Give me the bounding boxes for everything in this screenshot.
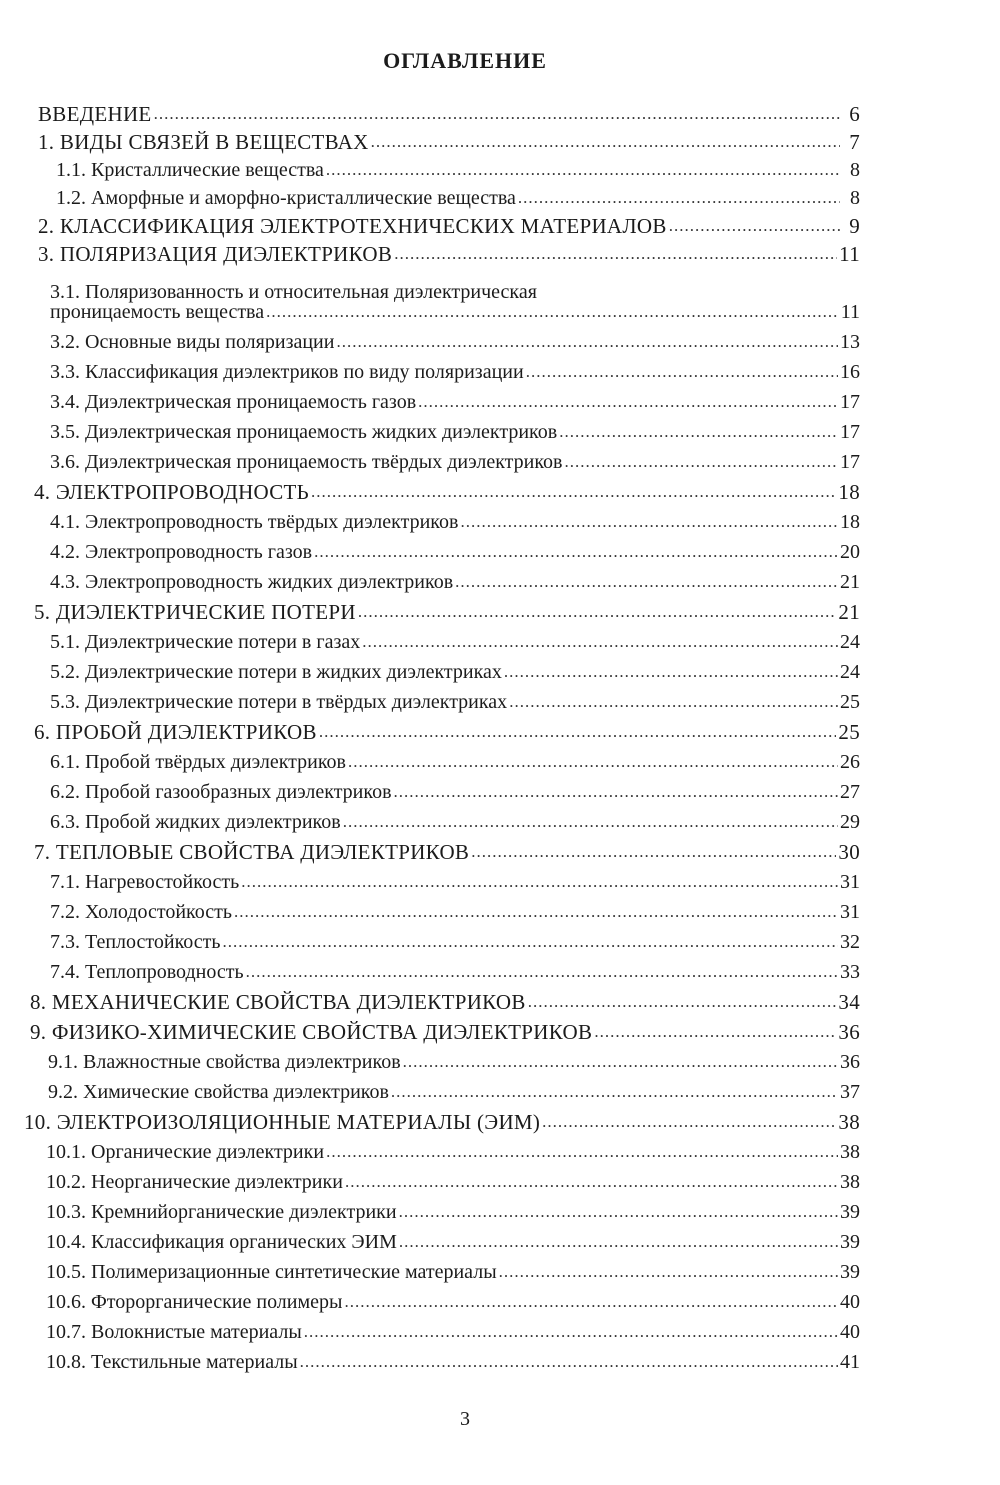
toc-entry-label: 4.2. Электропроводность газов <box>50 541 313 563</box>
dot-leader <box>314 540 838 564</box>
toc-entry-page: 37 <box>840 1081 860 1103</box>
dot-leader <box>348 750 838 774</box>
page-title: ОГЛАВЛЕНИЕ <box>383 48 547 73</box>
toc-entry-label: 3.6. Диэлектрическая проницаемость твёрдых диэлектриков <box>50 451 563 473</box>
toc-entry[interactable] <box>56 180 860 210</box>
dot-leader <box>362 630 838 654</box>
toc-entry-label: 1.1. Кристаллические вещества <box>56 159 324 181</box>
toc-entry-page: 29 <box>840 811 860 833</box>
dot-leader <box>518 186 840 210</box>
toc-entry-page: 17 <box>840 391 860 413</box>
toc-entry-page: 21 <box>838 600 860 624</box>
toc-entry-label: 3.2. Основные виды поляризации <box>50 331 335 353</box>
toc-entry-label: 6.1. Пробой твёрдых диэлектриков <box>50 751 346 773</box>
toc-entry-label-line1: 3.1. Поляризованность и относительная диэлектрическая <box>50 281 537 303</box>
dot-leader <box>399 1230 838 1254</box>
dot-leader <box>499 1260 838 1284</box>
toc-entry-label: 9.1. Влажностные свойства диэлектриков <box>48 1051 401 1073</box>
toc-entry-page: 30 <box>838 840 860 864</box>
toc-entry-page: 21 <box>840 571 860 593</box>
toc-entry[interactable] <box>46 1194 860 1224</box>
toc-entry-label: 5.3. Диэлектрические потери в твёрдых диэлектриках <box>50 691 508 713</box>
toc-entry-label: 7.1. Нагревостойкость <box>50 871 240 893</box>
dot-leader <box>471 840 836 864</box>
toc-entry-page: 38 <box>840 1171 860 1193</box>
dot-leader <box>391 1080 838 1104</box>
dot-leader <box>241 870 838 894</box>
toc-entry-page: 17 <box>840 421 860 443</box>
toc-entry-label: 7.3. Теплостойкость <box>50 931 221 953</box>
toc-entry[interactable] <box>50 564 860 594</box>
toc-entry[interactable] <box>50 864 860 894</box>
toc-entry[interactable] <box>38 236 860 266</box>
toc-entry-page: 18 <box>838 480 860 504</box>
toc-entry-label: 1.2. Аморфные и аморфно-кристаллические вещества <box>56 187 516 209</box>
toc-entry-page: 6 <box>849 102 860 126</box>
toc-entry-label: 4.1. Электропроводность твёрдых диэлектриков <box>50 511 459 533</box>
toc-entry-label: 6. ПРОБОЙ ДИЭЛЕКТРИКОВ <box>34 720 317 744</box>
toc-entry-label: 4.3. Электропроводность жидких диэлектриков <box>50 571 454 593</box>
dot-leader <box>394 780 838 804</box>
toc-entry-page: 9 <box>849 214 860 238</box>
toc-entry-page: 34 <box>838 990 860 1014</box>
toc-entry-label: 1. ВИДЫ СВЯЗЕЙ В ВЕЩЕСТВАХ <box>38 130 369 154</box>
toc-entry-page: 32 <box>840 931 860 953</box>
toc-entry-label: 7. ТЕПЛОВЫЕ СВОЙСТВА ДИЭЛЕКТРИКОВ <box>34 840 470 864</box>
dot-leader <box>564 450 838 474</box>
dot-leader <box>403 1050 838 1074</box>
toc-entry[interactable] <box>34 834 860 864</box>
toc-entry-page: 24 <box>840 661 860 683</box>
toc-entry-page: 31 <box>840 901 860 923</box>
toc-entry-page: 11 <box>839 242 860 266</box>
toc-entry[interactable] <box>50 744 860 774</box>
toc-entry-label: 10.8. Текстильные материалы <box>46 1351 298 1373</box>
dot-leader <box>326 1140 838 1164</box>
toc-entry-page: 24 <box>840 631 860 653</box>
dot-leader <box>234 900 838 924</box>
toc-entry-label: 7.4. Теплопроводность <box>50 961 244 983</box>
dot-leader <box>528 990 837 1014</box>
toc-entry[interactable] <box>50 384 860 414</box>
dot-leader <box>343 810 838 834</box>
toc-entry-page: 13 <box>840 331 860 353</box>
dot-leader <box>300 1350 838 1374</box>
toc-entry[interactable] <box>50 624 860 654</box>
toc-entry[interactable] <box>46 1344 860 1374</box>
dot-leader <box>559 420 838 444</box>
toc-entry-label: 7.2. Холодостойкость <box>50 901 232 923</box>
toc-entry-label: 8. МЕХАНИЧЕСКИЕ СВОЙСТВА ДИЭЛЕКТРИКОВ <box>30 990 526 1014</box>
toc-entry[interactable] <box>46 1314 860 1344</box>
toc-entry-label: 9. ФИЗИКО-ХИМИЧЕСКИЕ СВОЙСТВА ДИЭЛЕКТРИКОВ <box>30 1020 593 1044</box>
toc-entry[interactable] <box>50 894 860 924</box>
toc-entry[interactable] <box>30 1014 860 1044</box>
dot-leader <box>399 1200 838 1224</box>
toc-entry-label: 10.3. Кремнийорганические диэлектрики <box>46 1201 397 1223</box>
toc-entry-label: 4. ЭЛЕКТРОПРОВОДНОСТЬ <box>34 480 310 504</box>
toc-entry-label: 9.2. Химические свойства диэлектриков <box>48 1081 389 1103</box>
toc-entry[interactable] <box>50 354 860 384</box>
toc-entry-label: 10.5. Полимеризационные синтетические материалы <box>46 1261 497 1283</box>
toc-entry[interactable] <box>46 1254 860 1284</box>
toc-entry[interactable] <box>50 954 860 984</box>
toc-entry-page: 39 <box>840 1261 860 1283</box>
dot-leader <box>358 600 837 624</box>
toc-entry-label: 10.4. Классификация органических ЭИМ <box>46 1231 397 1253</box>
toc-entry[interactable] <box>38 96 860 126</box>
dot-leader <box>542 1110 836 1134</box>
toc-entry[interactable] <box>50 504 860 534</box>
toc-entry[interactable] <box>48 1044 860 1074</box>
toc-entry-page: 17 <box>840 451 860 473</box>
toc-entry[interactable] <box>46 1284 860 1314</box>
toc-entry-page: 25 <box>838 720 860 744</box>
toc-entry[interactable] <box>50 924 860 954</box>
toc-entry[interactable] <box>50 444 860 474</box>
toc-entry[interactable] <box>50 294 860 324</box>
toc-entry-page: 27 <box>840 781 860 803</box>
dot-leader <box>154 102 840 126</box>
dot-leader <box>345 1170 838 1194</box>
toc-entry[interactable] <box>50 684 860 714</box>
toc-entry-label: 6.2. Пробой газообразных диэлектриков <box>50 781 392 803</box>
dot-leader <box>455 570 838 594</box>
toc-entry[interactable] <box>34 714 860 744</box>
toc-entry-page: 26 <box>840 751 860 773</box>
toc-entry[interactable] <box>46 1134 860 1164</box>
toc-entry[interactable] <box>46 1224 860 1254</box>
toc-entry-page: 11 <box>840 301 860 323</box>
dot-leader <box>344 1290 838 1314</box>
toc-entry[interactable] <box>50 324 860 354</box>
toc-entry[interactable] <box>34 594 860 624</box>
page-number: 3 <box>460 1408 470 1430</box>
toc-entry[interactable] <box>34 474 860 504</box>
toc-entry[interactable] <box>50 654 860 684</box>
toc-entry-page: 38 <box>838 1110 860 1134</box>
toc-entry[interactable] <box>24 1104 860 1134</box>
dot-leader <box>509 690 838 714</box>
dot-leader <box>394 242 837 266</box>
dot-leader <box>418 390 838 414</box>
dot-leader <box>526 360 838 384</box>
dot-leader <box>266 300 839 324</box>
toc-entry-page: 41 <box>840 1351 860 1373</box>
dot-leader <box>371 130 840 154</box>
toc-entry-page: 7 <box>849 130 860 154</box>
toc-entry-page: 18 <box>840 511 860 533</box>
toc-entry-page: 39 <box>840 1201 860 1223</box>
toc-entry[interactable] <box>50 414 860 444</box>
toc-entry-label: 10.7. Волокнистые материалы <box>46 1321 302 1343</box>
toc-entry-label: 2. КЛАССИФИКАЦИЯ ЭЛЕКТРОТЕХНИЧЕСКИХ МАТЕРИАЛОВ <box>38 214 667 238</box>
toc-entry[interactable] <box>46 1164 860 1194</box>
toc-entry-label: 3. ПОЛЯРИЗАЦИЯ ДИЭЛЕКТРИКОВ <box>38 242 393 266</box>
dot-leader <box>311 480 836 504</box>
toc-entry-page: 31 <box>840 871 860 893</box>
dot-leader <box>336 330 838 354</box>
toc-entry[interactable] <box>56 152 860 182</box>
dot-leader <box>304 1320 838 1344</box>
toc-entry-label: ВВЕДЕНИЕ <box>38 102 152 126</box>
dot-leader <box>326 158 840 182</box>
toc-entry[interactable] <box>30 984 860 1014</box>
toc-entry-page: 36 <box>840 1051 860 1073</box>
toc-entry-page: 40 <box>840 1291 860 1313</box>
toc-entry-label: 5. ДИЭЛЕКТРИЧЕСКИЕ ПОТЕРИ <box>34 600 356 624</box>
dot-leader <box>223 930 838 954</box>
toc-entry-label: 10.6. Фторорганические полимеры <box>46 1291 343 1313</box>
toc-entry-label: 5.1. Диэлектрические потери в газах <box>50 631 361 653</box>
dot-leader <box>460 510 838 534</box>
toc-entry-page: 8 <box>850 187 860 209</box>
toc-entry[interactable] <box>50 774 860 804</box>
toc-entry-page: 16 <box>840 361 860 383</box>
toc-entry-label: 10.1. Органические диэлектрики <box>46 1141 325 1163</box>
toc-entry-label: проницаемость вещества <box>50 301 265 323</box>
toc-entry-label: 10.2. Неорганические диэлектрики <box>46 1171 343 1193</box>
dot-leader <box>246 960 838 984</box>
toc-entry[interactable] <box>38 208 860 238</box>
toc-entry[interactable] <box>38 124 860 154</box>
dot-leader <box>319 720 837 744</box>
toc-entry-page: 39 <box>840 1231 860 1253</box>
toc-entry-page: 8 <box>850 159 860 181</box>
toc-entry-label: 5.2. Диэлектрические потери в жидких диэлектриках <box>50 661 502 683</box>
toc-entry-label: 3.3. Классификация диэлектриков по виду поляризации <box>50 361 524 383</box>
toc-entry[interactable] <box>50 534 860 564</box>
toc-entry-page: 20 <box>840 541 860 563</box>
toc-entry-label: 3.4. Диэлектрическая проницаемость газов <box>50 391 417 413</box>
dot-leader <box>504 660 838 684</box>
toc-entry-page: 40 <box>840 1321 860 1343</box>
toc-entry-label: 3.5. Диэлектрическая проницаемость жидких диэлектриков <box>50 421 558 443</box>
toc-entry-page: 38 <box>840 1141 860 1163</box>
toc-entry-label: 6.3. Пробой жидких диэлектриков <box>50 811 341 833</box>
toc-entry-page: 25 <box>840 691 860 713</box>
toc-entry[interactable] <box>50 804 860 834</box>
toc-entry-page: 36 <box>838 1020 860 1044</box>
dot-leader <box>594 1020 836 1044</box>
toc-entry-page: 33 <box>840 961 860 983</box>
toc-entry[interactable] <box>48 1074 860 1104</box>
toc-entry-label: 10. ЭЛЕКТРОИЗОЛЯЦИОННЫЕ МАТЕРИАЛЫ (ЭИМ) <box>24 1110 541 1134</box>
dot-leader <box>669 214 840 238</box>
